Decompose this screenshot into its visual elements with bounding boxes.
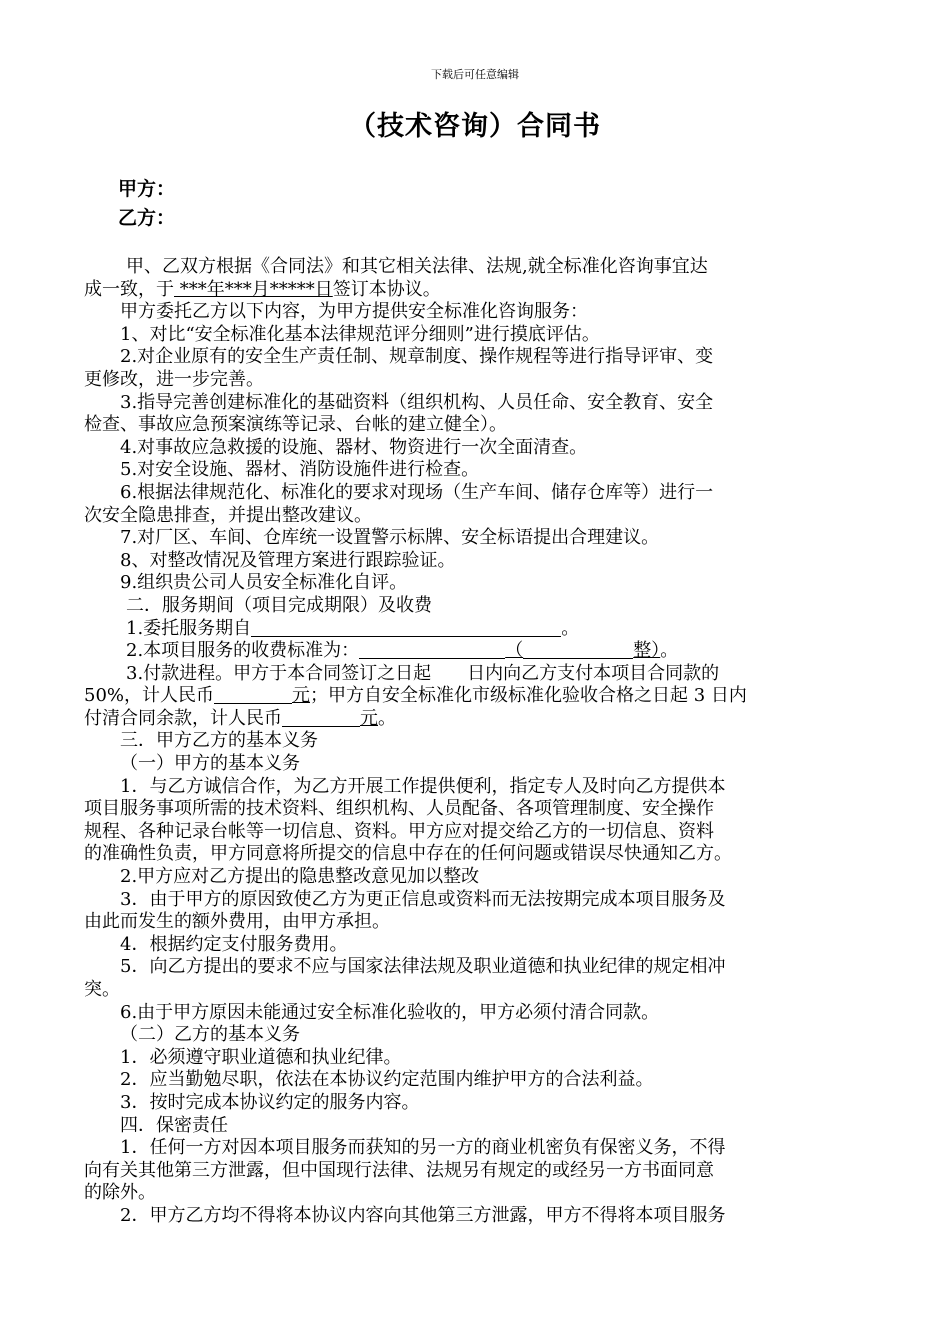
paragraph-line: 向有关其他第三方泄露，但中国现行法律、法规另有规定的或经另一方书面同意 bbox=[84, 1159, 714, 1181]
paragraph-line: 1．任何一方对因本项目服务而获知的另一方的商业机密负有保密义务，不得 bbox=[120, 1137, 726, 1159]
paragraph-line: 6.由于甲方原因未能通过安全标准化验收的，甲方必须付清合同款。 bbox=[120, 1001, 660, 1023]
fee-label: 2.本项目服务的收费标准为： bbox=[126, 640, 360, 662]
service-period-label: 1.委托服务期自 bbox=[126, 617, 252, 639]
paragraph-line: 2．甲方乙方均不得将本协议内容向其他第三方泄露，甲方不得将本项目服务 bbox=[120, 1204, 726, 1226]
paragraph-line: 1．与乙方诚信合作，为乙方开展工作提供便利，指定专人及时向乙方提供本 bbox=[120, 775, 726, 797]
service-period-line bbox=[84, 618, 874, 641]
paragraph-line: 2．应当勤勉尽职，依法在本协议约定范围内维护甲方的合法利益。 bbox=[120, 1069, 654, 1091]
paragraph-line: 8、对整改情况及管理方案进行跟踪验证。 bbox=[120, 549, 456, 571]
service-period-blank bbox=[251, 618, 561, 637]
paragraph-line: 2.对企业原有的安全生产责任制、规章制度、操作规程等进行指导评审、变 bbox=[120, 346, 714, 368]
paragraph-line: 3．由于甲方的原因致使乙方为更正信息或资料而无法按期完成本项目服务及 bbox=[120, 888, 726, 910]
payment-line-1 bbox=[84, 685, 874, 708]
paragraph-line: 4.对事故应急救援的设施、器材、物资进行一次全面清查。 bbox=[120, 436, 588, 458]
intro-line-2 bbox=[84, 279, 874, 302]
payment-unit-1: 元 bbox=[292, 685, 311, 707]
contract-body bbox=[84, 256, 874, 1228]
paragraph-line: 7.对厂区、车间、仓库统一设置警示标牌、安全标语提出合理建议。 bbox=[120, 527, 660, 549]
paragraph-line: 的准确性负责，甲方同意将所提交的信息中存在的任何问题或错误尽快通知乙方。 bbox=[84, 843, 732, 865]
paragraph-line: 3.付款进程。甲方于本合同签订之日起 日内向乙方支付本项目合同款的 bbox=[126, 662, 720, 684]
fee-paren-open: （ bbox=[505, 640, 524, 662]
section-heading: 二．服务期间（项目完成期限）及收费 bbox=[126, 594, 432, 616]
payment-rest-1: ；甲方自安全标准化市级标准化验收合格之日起 3 日内 bbox=[310, 685, 747, 707]
header-note: 下载后可任意编辑 bbox=[431, 68, 519, 81]
paragraph-line: 规程、各种记录台帐等一切信息、资料。甲方应对提交给乙方的一切信息、资料 bbox=[84, 820, 714, 842]
paragraph-line: 3.指导完善创建标准化的基础资料（组织机构、人员任命、安全教育、安全 bbox=[120, 391, 714, 413]
paragraph-line: 5．向乙方提出的要求不应与国家法律法规及职业道德和执业纪律的规定相冲 bbox=[120, 956, 726, 978]
paragraph-line: 由此而发生的额外费用，由甲方承担。 bbox=[84, 911, 390, 933]
subsection-heading: （二）乙方的基本义务 bbox=[120, 1024, 300, 1046]
payment-blank-1 bbox=[214, 685, 292, 704]
signing-date: ***年***月*****日 bbox=[174, 278, 333, 300]
paragraph-line: 6.根据法律规范化、标准化的要求对现场（生产车间、储存仓库等）进行一 bbox=[120, 481, 714, 503]
intro-prefix: 成一致，于 bbox=[84, 278, 174, 300]
payment-blank-2 bbox=[282, 708, 360, 727]
paragraph-line: 5.对安全设施、器材、消防设施件进行检查。 bbox=[120, 459, 480, 481]
payment-label-1: 50%，计人民币 bbox=[84, 685, 215, 707]
paragraph-line: 次安全隐患排查，并提出整改建议。 bbox=[84, 504, 372, 526]
payment-unit-2: 元 bbox=[360, 707, 378, 729]
contract-title: （技术咨询）合同书 bbox=[349, 111, 601, 142]
paragraph-line: 3．按时完成本协议约定的服务内容。 bbox=[120, 1091, 420, 1113]
paragraph-line: 9.组织贵公司人员安全标准化自评。 bbox=[120, 572, 408, 594]
period-end-mark: 。 bbox=[561, 617, 580, 639]
paragraph-line: 项目服务事项所需的技术资料、组织机构、人员配备、各项管理制度、安全操作 bbox=[84, 798, 714, 820]
fee-line bbox=[84, 640, 874, 663]
paragraph-line: 的除外。 bbox=[84, 1182, 156, 1204]
paragraph-line: 甲方委托乙方以下内容，为甲方提供安全标准化咨询服务： bbox=[120, 301, 588, 323]
paragraph-line: 突。 bbox=[84, 979, 120, 1000]
paragraph-line: 更修改，进一步完善。 bbox=[84, 368, 264, 390]
paragraph-line: 1．必须遵守职业道德和执业纪律。 bbox=[120, 1046, 402, 1068]
intro-line-1: 甲、乙双方根据《合同法》和其它相关法律、法规,就全标准化咨询事宜达 bbox=[126, 256, 708, 277]
payment-label-2: 付清合同余款，计人民币 bbox=[84, 707, 282, 729]
paragraph-line: 2.甲方应对乙方提出的隐患整改意见加以整改 bbox=[120, 866, 480, 888]
paragraph-line: 检查、事故应急预案演练等记录、台帐的建立健全）。 bbox=[84, 414, 507, 436]
fee-paren-close: 整） bbox=[633, 640, 661, 662]
section-heading: 三．甲方乙方的基本义务 bbox=[120, 730, 318, 752]
section-heading: 四．保密责任 bbox=[120, 1114, 228, 1136]
intro-suffix: 签订本协议。 bbox=[332, 278, 441, 300]
payment-line-2 bbox=[84, 708, 874, 731]
fee-words-blank bbox=[523, 640, 633, 659]
party-b-label: 乙方： bbox=[118, 207, 176, 229]
paragraph-line: 1、对比“安全标准化基本法律规范评分细则”进行摸底评估。 bbox=[120, 323, 600, 345]
fee-end-mark: 。 bbox=[660, 640, 679, 662]
payment-end-mark: 。 bbox=[378, 707, 396, 729]
party-a-label: 甲方： bbox=[118, 178, 176, 200]
subsection-heading: （一）甲方的基本义务 bbox=[120, 753, 300, 775]
fee-blank bbox=[359, 640, 505, 659]
paragraph-line: 4．根据约定支付服务费用。 bbox=[120, 933, 348, 955]
